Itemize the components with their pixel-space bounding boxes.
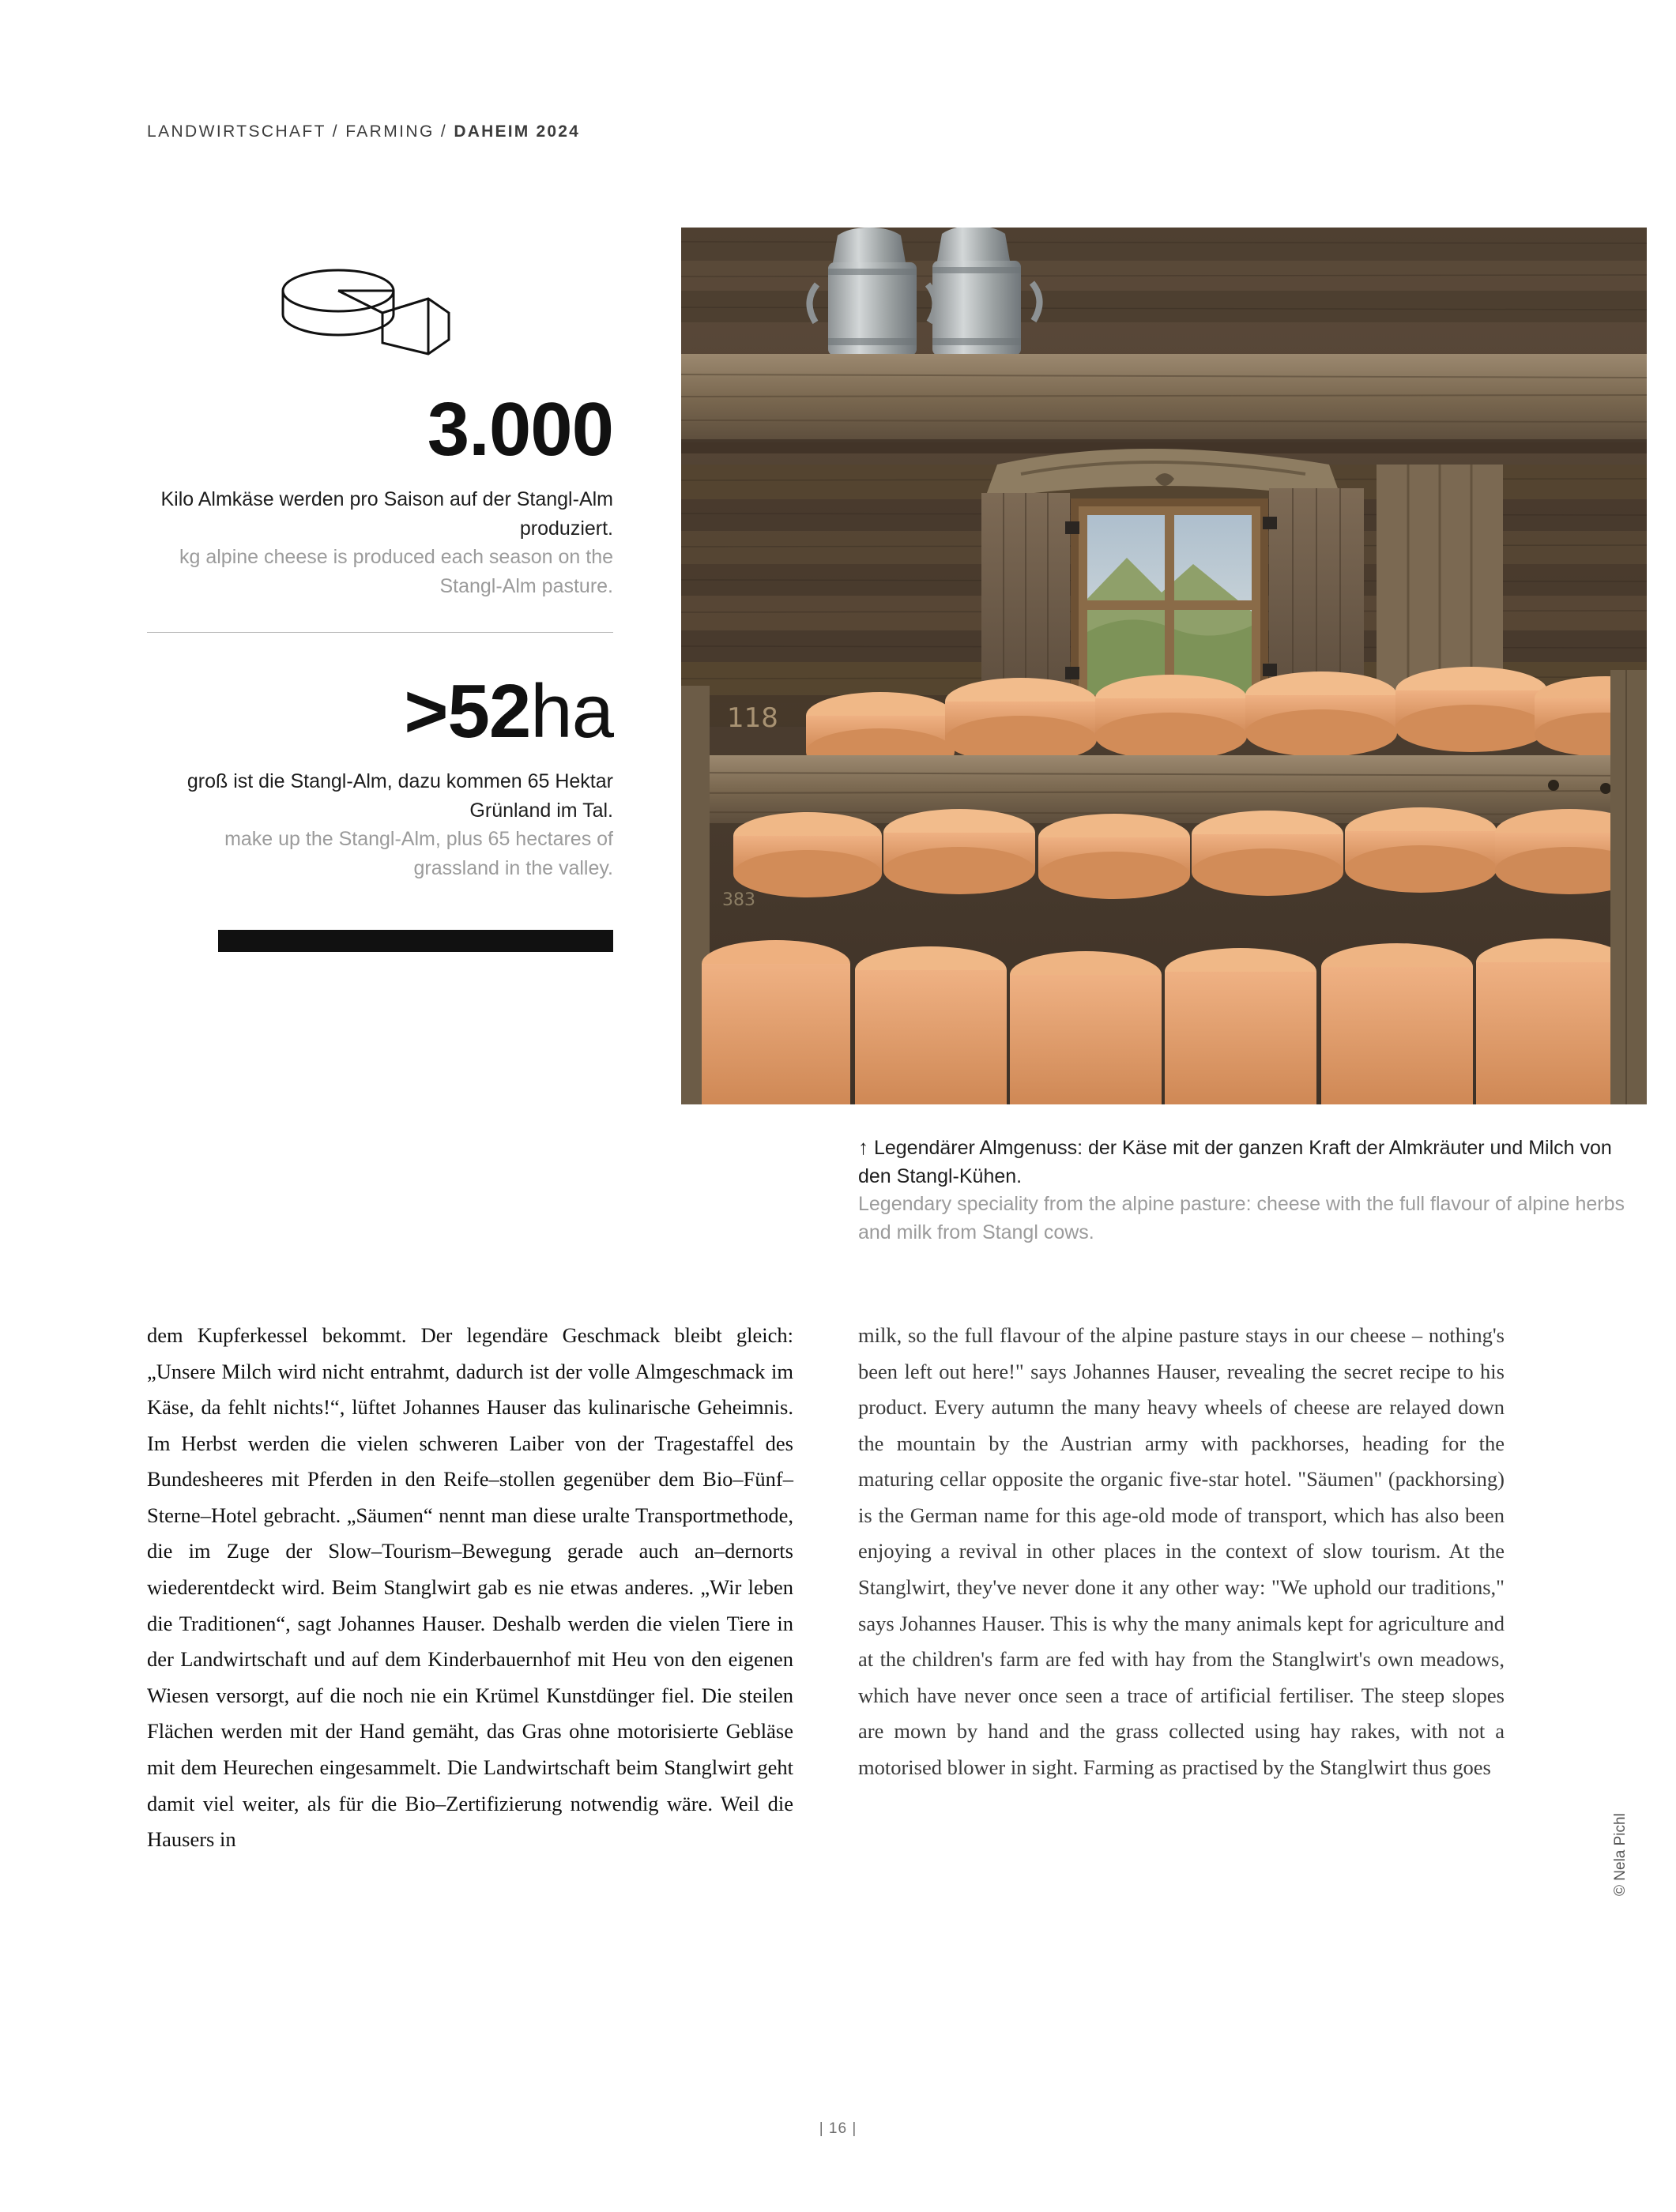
breadcrumb-issue: DAHEIM 2024 xyxy=(454,122,580,141)
statistics-panel xyxy=(147,261,613,952)
article-photo xyxy=(681,228,1647,1104)
stat-caption-de-2: groß ist die Stangl-Alm, dazu kommen 65 Hektar Grünland im Tal. xyxy=(186,770,613,822)
caption-de-text: Legendärer Almgenuss: der Käse mit der ganzen Kraft der Almkräuter und Milch von den Stangl-Kühen. xyxy=(858,1137,1612,1187)
stat-value-2: >52 xyxy=(404,669,531,754)
svg-text:383: 383 xyxy=(722,890,755,910)
stat-value-1: 3.000 xyxy=(427,387,613,472)
breadcrumb-section: LANDWIRTSCHAFT / FARMING / xyxy=(147,122,454,141)
stat-number-1 xyxy=(147,387,613,472)
photo-caption xyxy=(858,1133,1648,1247)
page-number: | 16 | xyxy=(819,2120,857,2137)
breadcrumb xyxy=(147,122,580,141)
svg-text:118: 118 xyxy=(727,702,778,734)
photo-credit: © Nela Pichl xyxy=(1612,1813,1629,1896)
stat-unit-2: ha xyxy=(530,669,613,754)
divider xyxy=(147,632,613,633)
black-rule xyxy=(218,930,613,952)
up-arrow-icon: ↑ xyxy=(858,1135,868,1159)
caption-en: Legendary speciality from the alpine pasture: cheese with the full flavour of alpine herbs and milk from Stangl cows. xyxy=(858,1193,1625,1243)
body-text-left: dem Kupferkessel bekommt. Der legendäre Geschmack bleibt gleich: „Unsere Milch wird nicht entrahmt, dadurch ist der volle Almgeschmack im Käse, da fehlt nichts!“, lüftet Johannes Hauser das kulinarische Geheimnis. Im Herbst werden die vielen schweren Laiber von der Tragestaffel des Bundesheeres mit Pferden in den Reife–stollen gegenüber dem Bio–Fünf–Sterne–Hotel gebracht. „Säumen“ nennt man diese uralte Transportmethode, die im Zuge der Slow–Tourism–Bewegung gerade auch an–dernorts wiederentdeckt wird. Beim Stanglwirt gab es nie etwas anderes. „Wir leben die Traditionen“, sagt Johannes Hauser. Deshalb werden die vielen Tiere in der Landwirtschaft und auf dem Kinderbauernhof mit Heu von den eigenen Wiesen versorgt, auf die noch nie ein Krümel Kunstdünger fiel. Die steilen Flächen werden mit der Hand gemäht, das Gras ohne motorisierte Gebläse mit dem Heurechen eingesammelt. Die Landwirtschaft beim Stanglwirt geht damit viel weiter, als für die Bio–Zertifizierung notwendig wäre. Weil die Hausers in xyxy=(147,1323,793,1852)
cheese-wheel-icon xyxy=(266,261,455,371)
stat-caption-en-2: make up the Stangl-Alm, plus 65 hectares of grassland in the valley. xyxy=(224,828,613,879)
stat-caption-en-1: kg alpine cheese is produced each season on the Stangl-Alm pasture. xyxy=(179,546,613,597)
caption-de xyxy=(858,1133,1648,1191)
stat-number-2 xyxy=(147,669,613,754)
stat-caption-de-1: Kilo Almkäse werden pro Saison auf der Stangl-Alm produziert. xyxy=(160,488,613,540)
body-text-right: milk, so the full flavour of the alpine pasture stays in our cheese – nothing's been left out here!" says Johannes Hauser, revealing the secret recipe to his product. Every autumn the many heavy wheels of cheese are relayed down the mountain by the Austrian army with packhorses, heading for the maturing cellar opposite the organic five-star hotel. "Säumen" (packhorsing) is the German name for this age-old mode of transport, which has also been enjoying a revival in other places in the context of slow tourism. At the Stanglwirt, they've never done it any other way: "We uphold our traditions," says Johannes Hauser. This is why the many animals kept for agriculture and at the children's farm are fed with hay from the Stanglwirt's own meadows, which have never once seen a trace of artificial fertiliser. The steep slopes are mown by hand and the grass collected using hay rakes, with not a motorised blower in sight. Farming as practised by the Stanglwirt thus goes xyxy=(858,1323,1505,1779)
